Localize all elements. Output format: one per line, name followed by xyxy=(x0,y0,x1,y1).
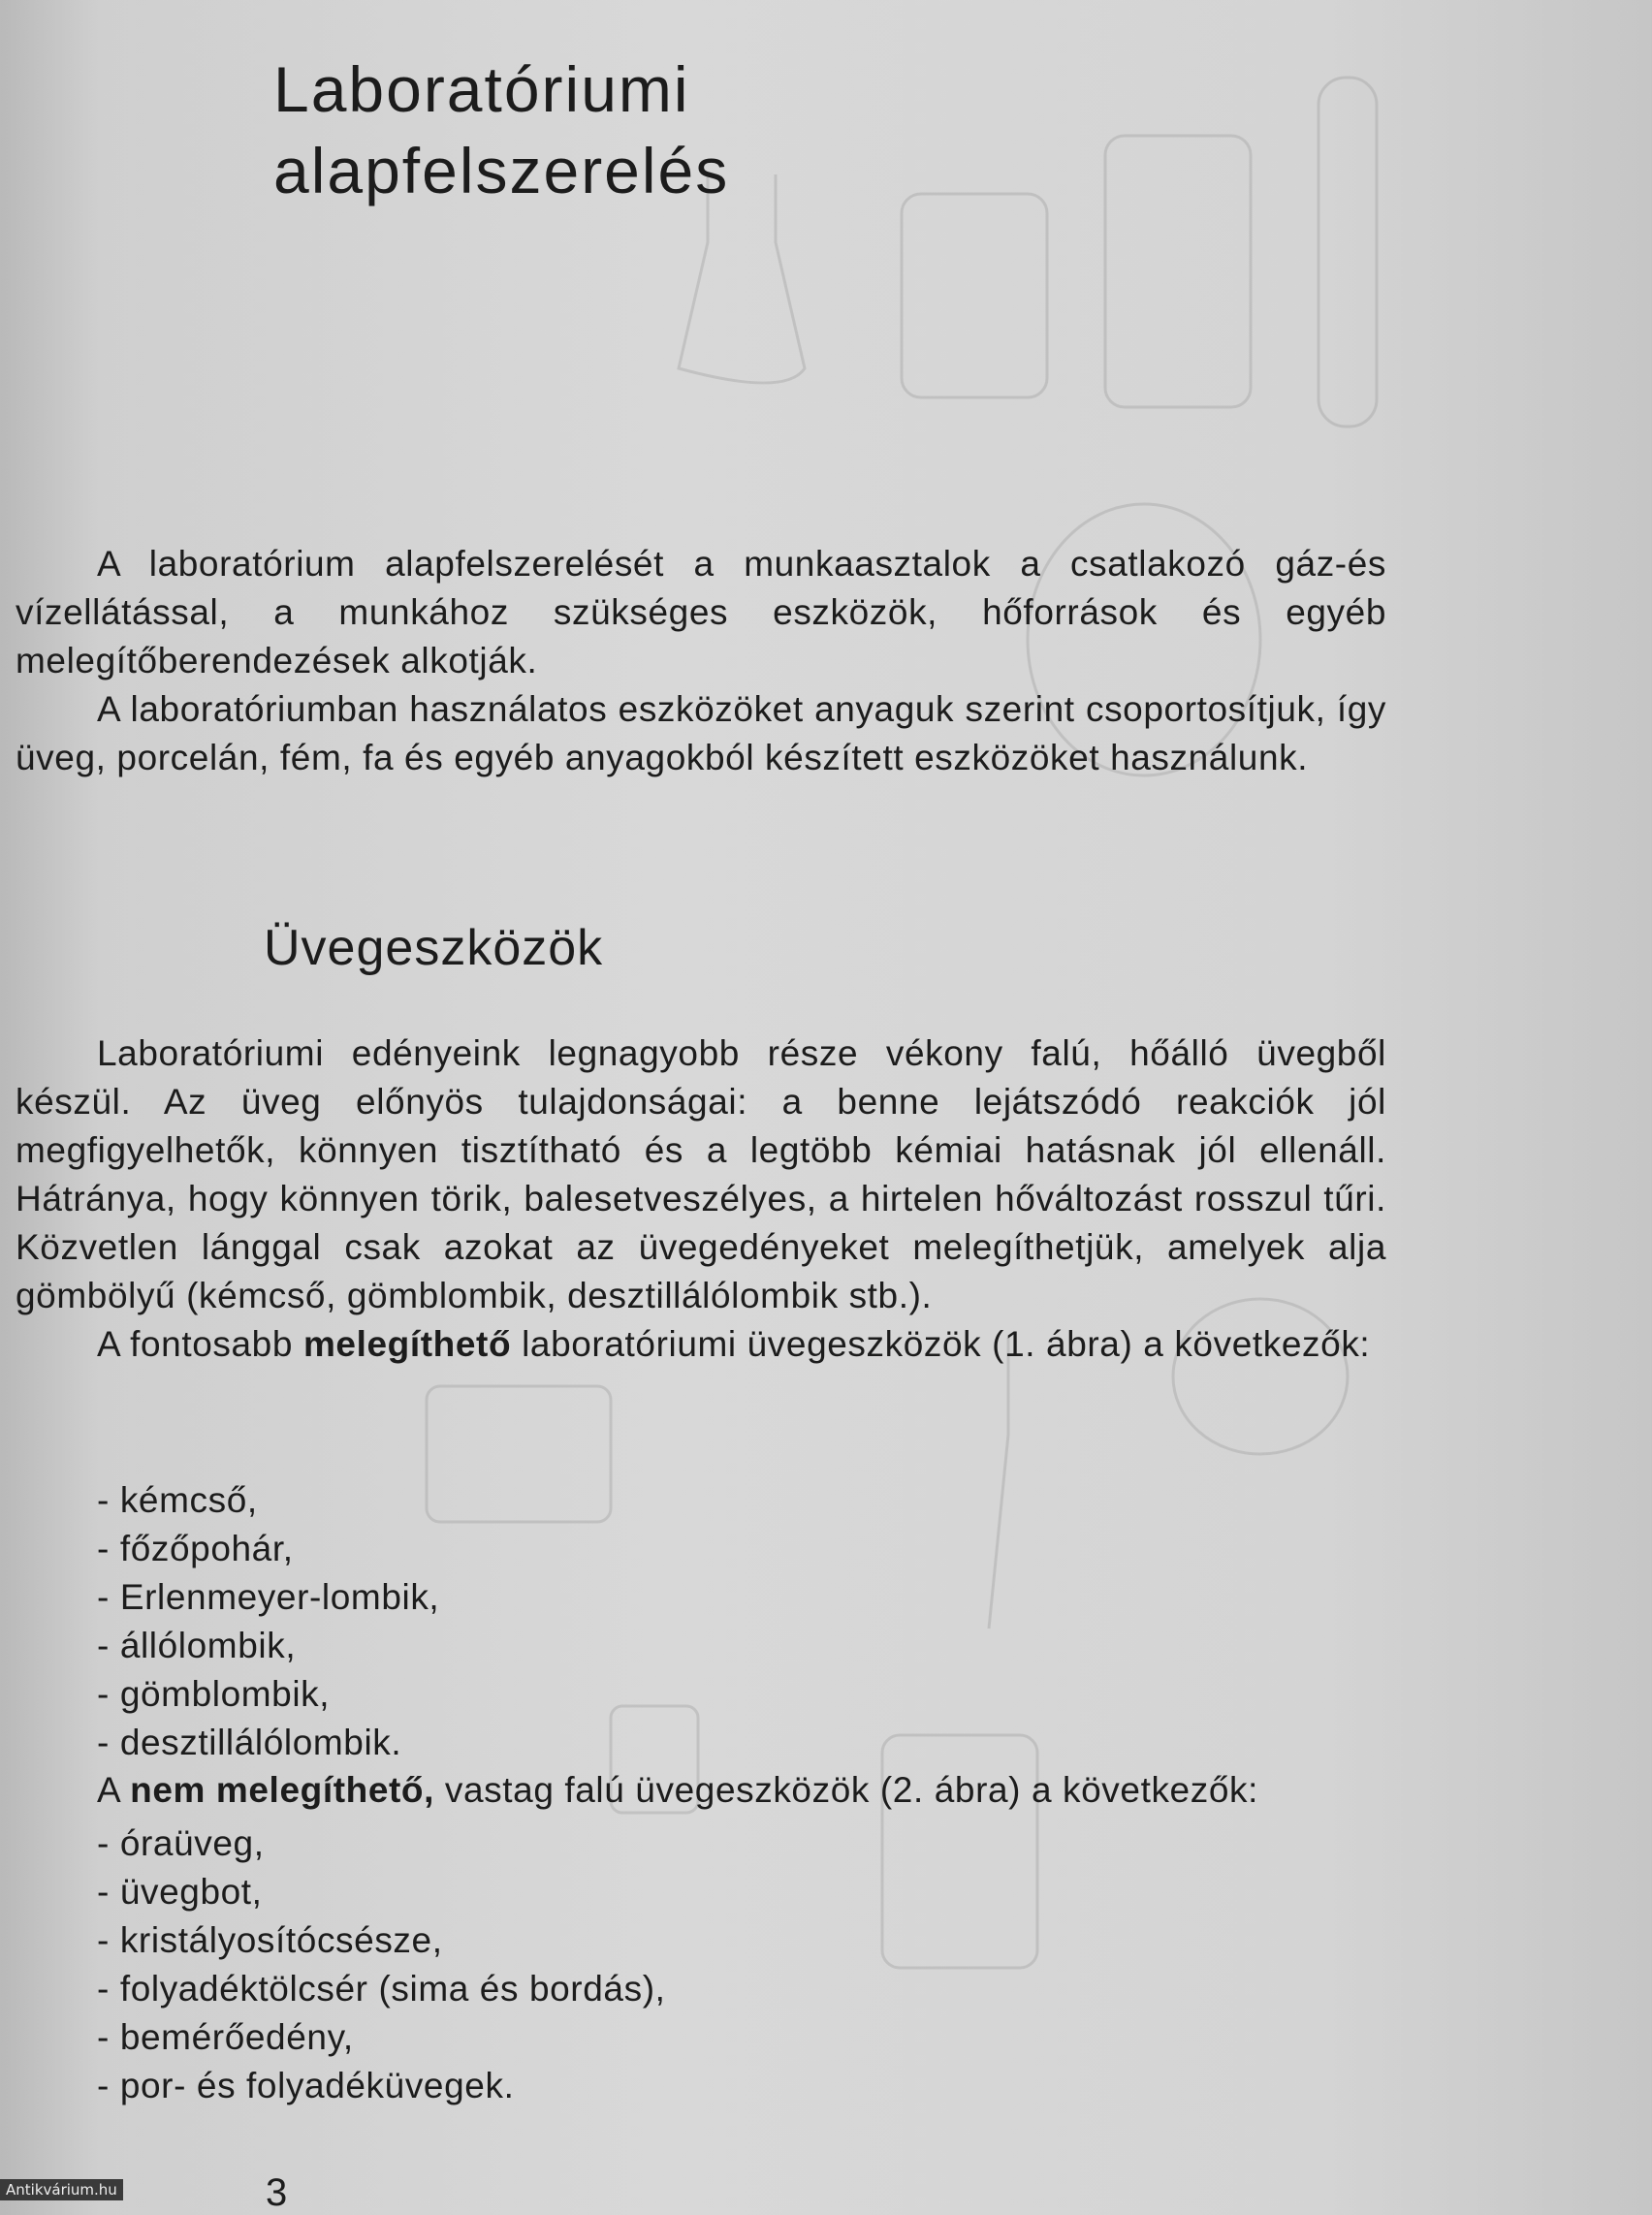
list-item: - desztillálólombik. xyxy=(97,1719,439,1767)
list-item: - Erlenmeyer-lombik, xyxy=(97,1573,439,1622)
page-title xyxy=(273,48,729,211)
non-heatable-glassware-list xyxy=(97,1819,666,2110)
list-item: - üvegbot, xyxy=(97,1868,666,1916)
list-item: - főzőpohár, xyxy=(97,1525,439,1573)
p2-text-end: laboratóriumi üvegeszközök (1. ábra) a következők: xyxy=(511,1324,1371,1364)
title-line-2: alapfelszerelés xyxy=(273,135,730,206)
title-line-1: Laboratóriumi xyxy=(273,53,690,125)
intro-paragraph-2: A laboratóriumban használatos eszközöket anyaguk szerint csoportosítjuk, így üveg, porcelán, fém, fa és egyéb anyagokból készített eszközöket használunk. xyxy=(16,689,1386,777)
list-item: - kémcső, xyxy=(97,1476,439,1525)
heatable-glassware-list xyxy=(97,1476,439,1767)
section-heading: Üvegeszközök xyxy=(264,920,604,976)
p2-bold-heatable: melegíthető xyxy=(302,1324,512,1364)
watermark: Antikvárium.hu xyxy=(0,2179,123,2200)
lead-bold-non-heatable: nem melegíthető, xyxy=(130,1770,434,1810)
lead-text-end: vastag falú üvegeszközök (2. ábra) a következők: xyxy=(434,1770,1258,1810)
p2-text-start: A fontosabb xyxy=(97,1324,303,1364)
intro-paragraph-1: A laboratórium alapfelszerelését a munkaasztalok a csatlakozó gáz-és vízellátással, a munkához szükséges eszközök, hőforrások és egyéb melegítőberendezések alkotják. xyxy=(16,544,1386,680)
section-paragraph-2 xyxy=(16,1320,1386,1369)
section-paragraph-1: Laboratóriumi edényeink legnagyobb része vékony falú, hőálló üvegből készül. Az üveg előnyös tulajdonságai: a benne lejátszódó reakciók jól megfigyelhetők, könnyen tisztítható és a legtöbb kémiai hatásnak jól ellenáll. Hátránya, hogy könnyen törik, balesetveszélyes, a hirtelen hőváltozást rosszul tűri. Közvetlen lánggal csak azokat az üvegedényeket melegíthetjük, amelyek alja gömbölyű (kémcső, gömblombik, desztillálólombik stb.). xyxy=(16,1033,1386,1315)
list-item: - kristályosítócsésze, xyxy=(97,1916,666,1965)
non-heatable-lead xyxy=(97,1766,1258,1815)
list-item: - folyadéktölcsér (sima és bordás), xyxy=(97,1965,666,2013)
list-item: - bemérőedény, xyxy=(97,2013,666,2062)
lead-text-start: A xyxy=(97,1770,131,1810)
list-item: - por- és folyadéküvegek. xyxy=(97,2062,666,2110)
page-number: 3 xyxy=(266,2171,288,2214)
list-item: - gömblombik, xyxy=(97,1670,439,1719)
list-item: - óraüveg, xyxy=(97,1819,666,1868)
list-item: - állólombik, xyxy=(97,1622,439,1670)
